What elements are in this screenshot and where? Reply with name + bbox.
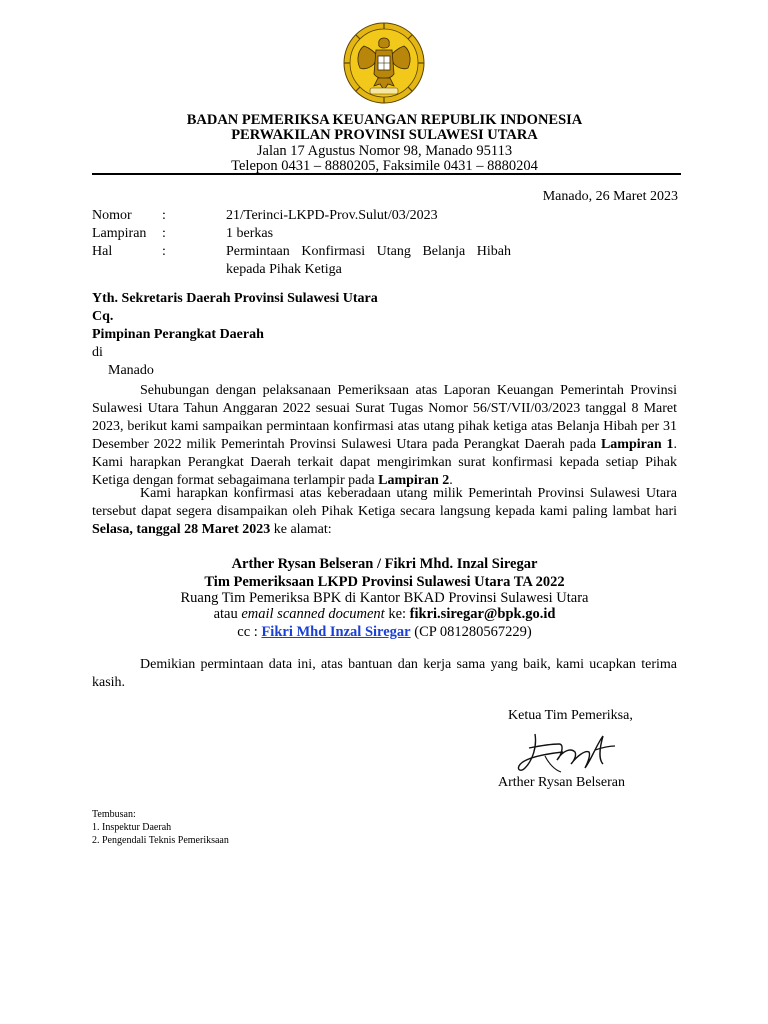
signature-name: Arther Rysan Belseran — [498, 775, 625, 790]
header-line-1: BADAN PEMERIKSA KEUANGAN REPUBLIK INDONESIA — [186, 112, 583, 128]
signature-title: Ketua Tim Pemeriksa, — [508, 708, 633, 723]
meta-nomor: Nomor : 21/Terinci-LKPD-Prov.Sulut/03/2023 — [92, 208, 438, 223]
header-phone: Telepon 0431 – 8880205, Faksimile 0431 – 8880204 — [231, 158, 538, 174]
addressee: Yth. Sekretaris Daerah Provinsi Sulawesi Utara Cq. Pimpinan Perangkat Daerah di Manado — [92, 291, 378, 378]
email-address: fikri.siregar@bpk.go.id — [409, 606, 556, 622]
header-line-2: PERWAKILAN PROVINSI SULAWESI UTARA — [231, 127, 538, 143]
recipient-team: Tim Pemeriksaan LKPD Provinsi Sulawesi Utara TA 2022 — [204, 574, 565, 590]
bpk-emblem-icon — [334, 20, 434, 106]
recipient-room: Ruang Tim Pemeriksa BPK di Kantor BKAD Provinsi Sulawesi Utara — [180, 590, 589, 606]
recipient-names: Arther Rysan Belseran / Fikri Mhd. Inzal Siregar — [231, 556, 538, 572]
body-paragraph-1: Sehubungan dengan pelaksanaan Pemeriksaan atas Laporan Keuangan Pemerintah Provinsi Sulawesi Utara Tahun Anggaran 2022 sesuai Surat Tugas Nomor 56/ST/VII/03/2023 tanggal 8 Maret 2023, berikut kami sampaikan permintaan konfirmasi atas utang pihak ketiga atas Belanja Hibah per 31 Desember 2022 milik Pemerintah Provinsi Sulawesi Utara pada Perangkat Daerah pada Lampiran 1. Kami harapkan Perangkat Daerah terkait dapat mengirimkan surat konfirmasi kepada setiap Pihak Ketiga dengan format sebagaimana terlampir pada Lampiran 2. — [92, 383, 677, 488]
letter-date: Manado, 26 Maret 2023 — [542, 189, 678, 204]
letter-meta — [92, 207, 511, 279]
meta-lampiran: Lampiran : 1 berkas — [92, 226, 274, 241]
handwritten-signature-icon — [515, 726, 625, 776]
header-divider — [92, 173, 681, 175]
meta-hal: Hal : Permintaan Konfirmasi Utang Belanja Hibah kepada Pihak Ketiga — [92, 244, 511, 277]
carbon-copy-list: Tembusan: 1. Inspektur Daerah 2. Pengendali Teknis Pemeriksaan — [92, 809, 229, 846]
closing-paragraph: Demikian permintaan data ini, atas bantuan dan kerja sama yang baik, kami ucapkan terima kasih. — [92, 657, 677, 690]
recipient-email-line: atau email scanned document ke: fikri.siregar@bpk.go.id — [213, 606, 556, 622]
cc-contact-link[interactable]: Fikri Mhd Inzal Siregar — [261, 624, 411, 640]
header-address: Jalan 17 Agustus Nomor 98, Manado 95113 — [256, 143, 513, 159]
recipient-cc-line: cc : Fikri Mhd Inzal Siregar (CP 081280567229) — [237, 624, 532, 640]
body-paragraph-2: Kami harapkan konfirmasi atas keberadaan utang milik Pemerintah Provinsi Sulawesi Utara tersebut dapat segera disampaikan oleh Pihak Ketiga secara langsung kepada kami paling lambat hari Selasa, tanggal 28 Maret 2023 ke alamat: — [92, 486, 677, 537]
